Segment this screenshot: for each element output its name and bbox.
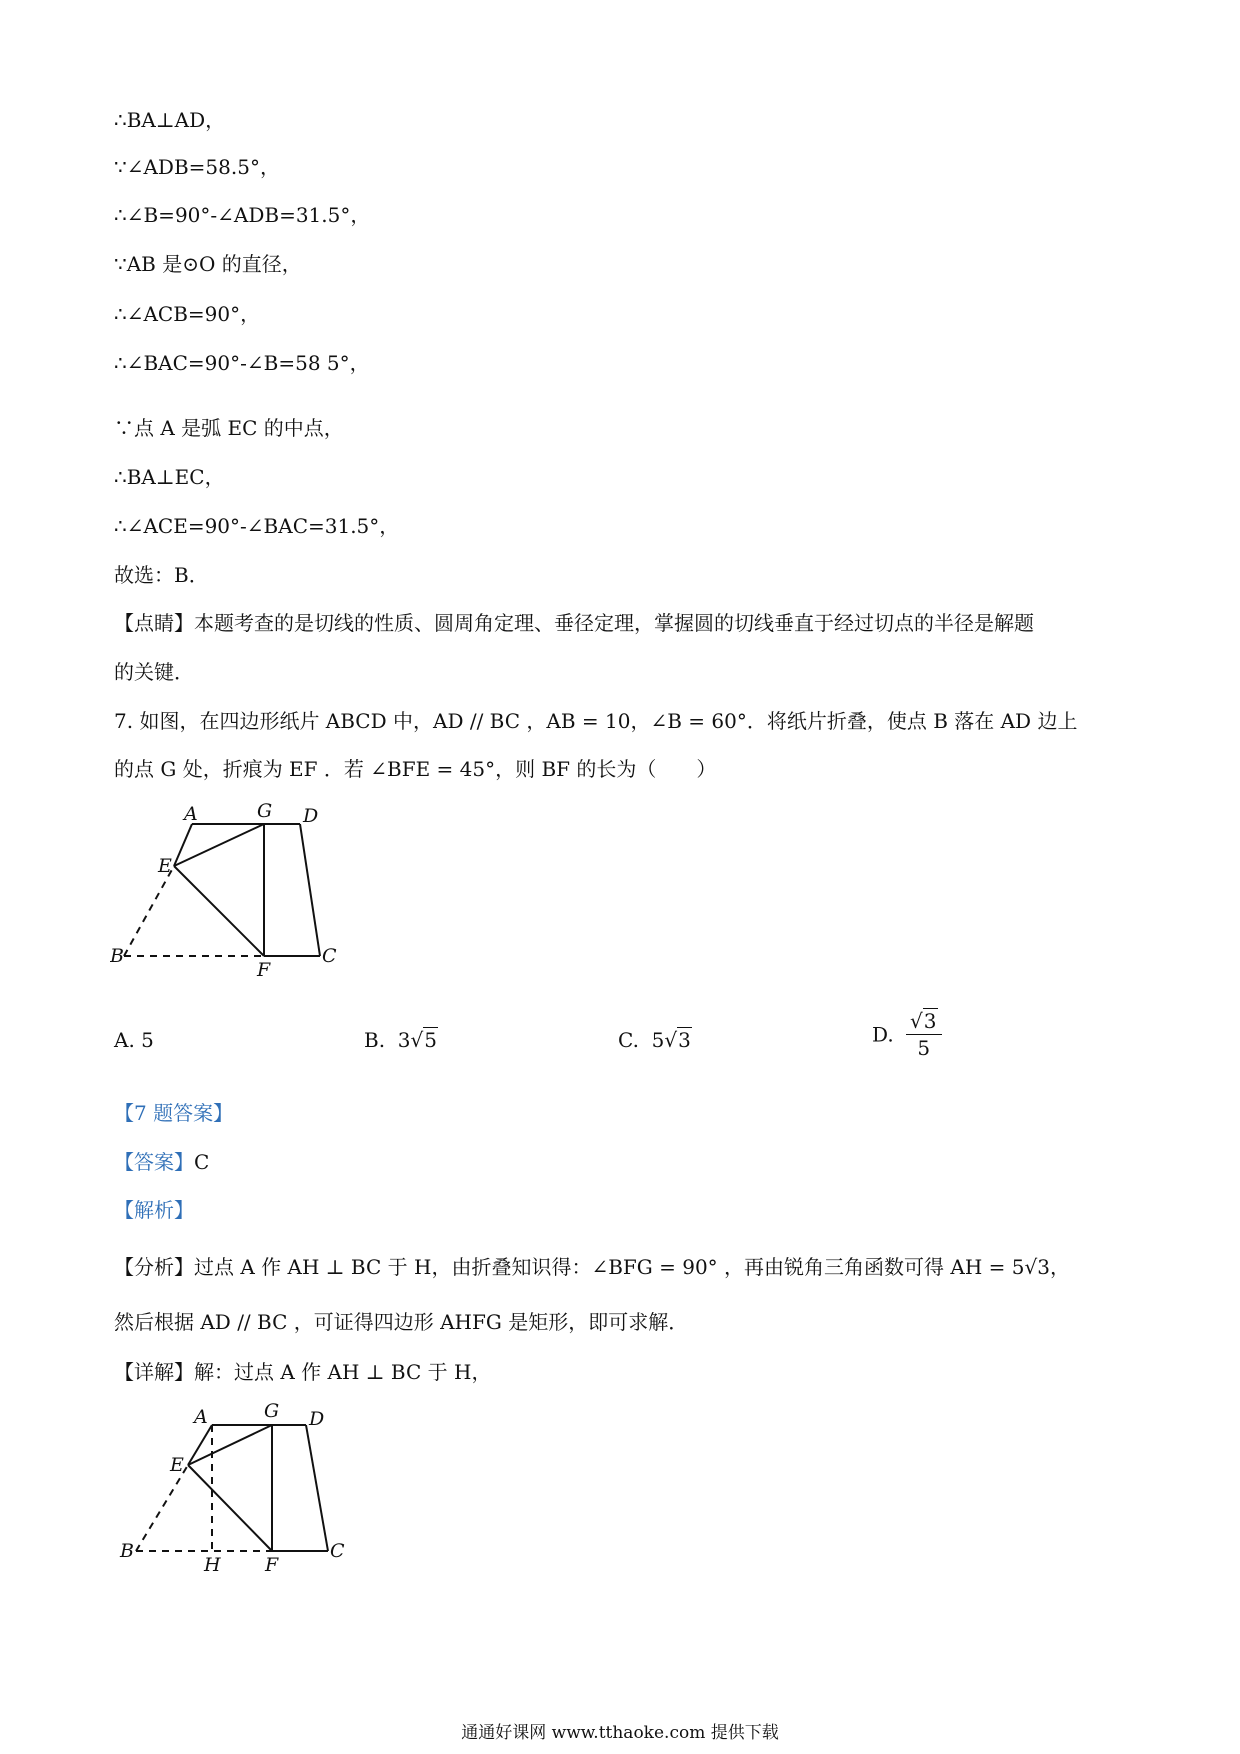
label-D: D xyxy=(303,805,319,827)
text-line: ∵点 A 是弧 EC 的中点， xyxy=(114,416,344,440)
segment-DC xyxy=(300,824,320,956)
text-line: 故选：B． xyxy=(114,563,209,587)
label-G: G xyxy=(264,1400,280,1422)
text-line: ∴BA⊥AD， xyxy=(114,108,226,132)
segment-EF xyxy=(188,1465,272,1551)
option-d: D. $\frac{√3}{5}$ xyxy=(872,1008,942,1061)
page-footer: 通通好课网 www.tthaoke.com 提供下载 xyxy=(461,1723,779,1743)
question-7-text-cont: 的点 G 处，折痕为 EF ．若 ∠BFE = 45°，则 BF 的长为（ ） xyxy=(114,757,717,781)
label-E: E xyxy=(158,855,172,877)
label-F: F xyxy=(257,959,271,980)
label-F: F xyxy=(265,1554,279,1575)
label-D: D xyxy=(309,1408,325,1430)
fenxi-line-cont: 然后根据 AD // BC ，可证得四边形 AHFG 是矩形，即可求解． xyxy=(114,1310,689,1334)
segment-BE-dashed xyxy=(124,866,174,956)
option-b: B. 3√5 xyxy=(364,1028,437,1052)
dianjing-note-cont: 的关键． xyxy=(114,660,194,684)
figure-1-quadrilateral xyxy=(110,800,370,980)
text-line: ∴∠ACE=90°-∠BAC=31.5°， xyxy=(114,514,400,538)
question-7-text: 7. 如图，在四边形纸片 ABCD 中，AD // BC ，AB = 10，∠B = 60°．将纸片折叠，使点 B 落在 AD 边上 xyxy=(114,709,1078,733)
section-tag: 【7 题答案】 xyxy=(114,1101,234,1125)
fraction: $\frac{√3}{5}$ xyxy=(906,1008,941,1061)
label-E: E xyxy=(170,1454,184,1476)
label-G: G xyxy=(257,800,273,822)
dianjing-note: 【点睛】本题考查的是切线的性质、圆周角定理、垂径定理，掌握圆的切线垂直于经过切点的半径是解题 xyxy=(114,611,1034,635)
option-a: A. 5 xyxy=(114,1028,154,1052)
text-line: ∴∠ACB=90°， xyxy=(114,302,261,326)
segment-EF xyxy=(174,866,264,956)
answer-line: 【答案】C xyxy=(114,1150,210,1174)
option-c: C. 5√3 xyxy=(618,1028,691,1052)
segment-EG xyxy=(174,824,264,866)
segment-DC xyxy=(306,1425,328,1551)
label-A: A xyxy=(184,803,198,825)
analysis-tag: 【解析】 xyxy=(114,1198,194,1222)
label-C: C xyxy=(330,1540,345,1562)
label-A: A xyxy=(194,1406,208,1428)
figure-2-quadrilateral-with-H xyxy=(118,1395,378,1575)
xiangjie-line: 【详解】解：过点 A 作 AH ⊥ BC 于 H， xyxy=(114,1360,492,1384)
label-B: B xyxy=(120,1540,134,1562)
text-line: ∴∠BAC=90°-∠B=58 5°， xyxy=(114,351,370,375)
label-H: H xyxy=(204,1554,221,1575)
label-B: B xyxy=(110,945,124,967)
label-C: C xyxy=(322,945,337,967)
segment-BE-dashed xyxy=(136,1465,188,1551)
text-line: ∵AB 是⊙O 的直径， xyxy=(114,252,302,276)
text-line: ∴BA⊥EC， xyxy=(114,465,225,489)
fenxi-line: 【分析】过点 A 作 AH ⊥ BC 于 H，由折叠知识得：∠BFG = 90° ，再由锐角三角函数可得 AH = 5√3， xyxy=(114,1255,1070,1279)
text-line: ∴∠B=90°-∠ADB=31.5°， xyxy=(114,203,371,227)
text-line: ∵∠ADB=58.5°， xyxy=(114,155,280,179)
